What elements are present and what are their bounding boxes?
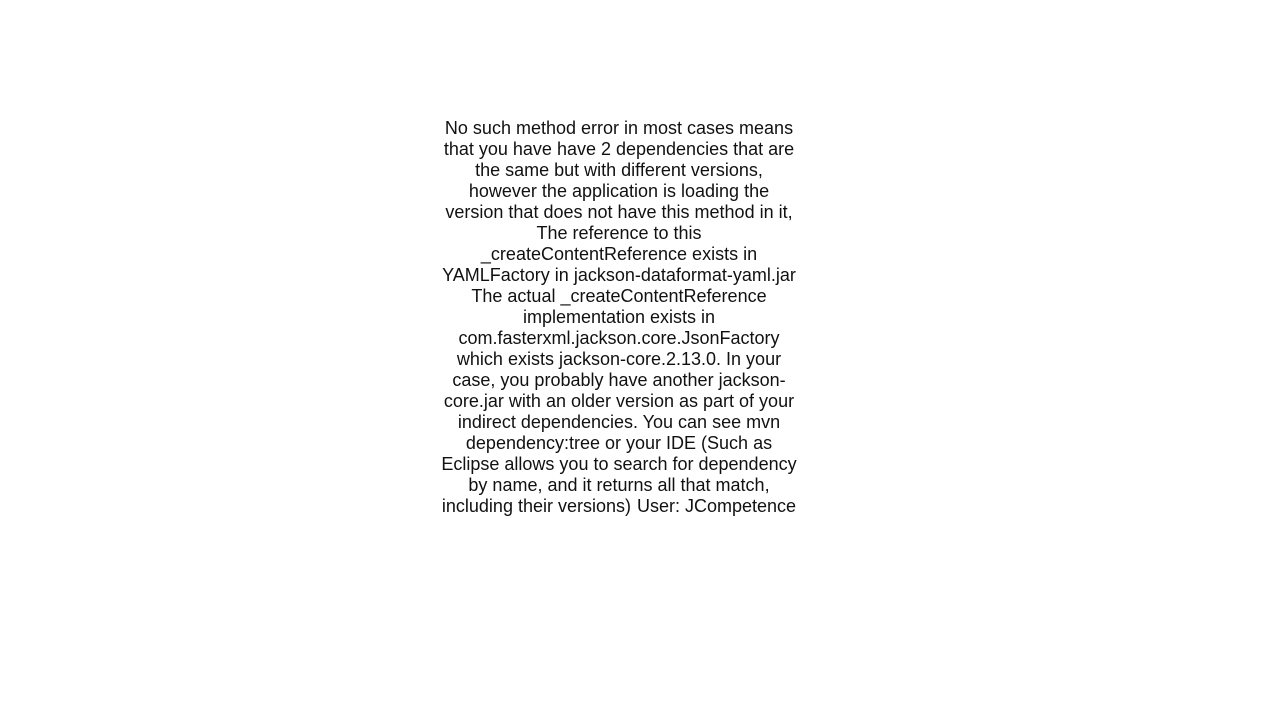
answer-user-label: User: JCompetence [637, 496, 797, 516]
answer-body: No such method error in most cases means that you have have 2 dependencies that are the same but with different versions, however the application is loading the version that does not have this method in it, The reference to this _createContentReference exists in YAMLFactory in jackson-dataformat-yaml.jar The actual _createContentReference implementation exists in com.fasterxml.jackson.core.JsonFactory which exists jackson-core.2.13.0. In your case, you probably have another jackson-core.jar with an older version as part of your indirect dependencies. You can see mvn dependency:tree or your IDE (Such as Eclipse allows you to search for dependency by name, and it returns all that match, including their versions) [441, 118, 797, 516]
answer-text-block [440, 118, 798, 517]
